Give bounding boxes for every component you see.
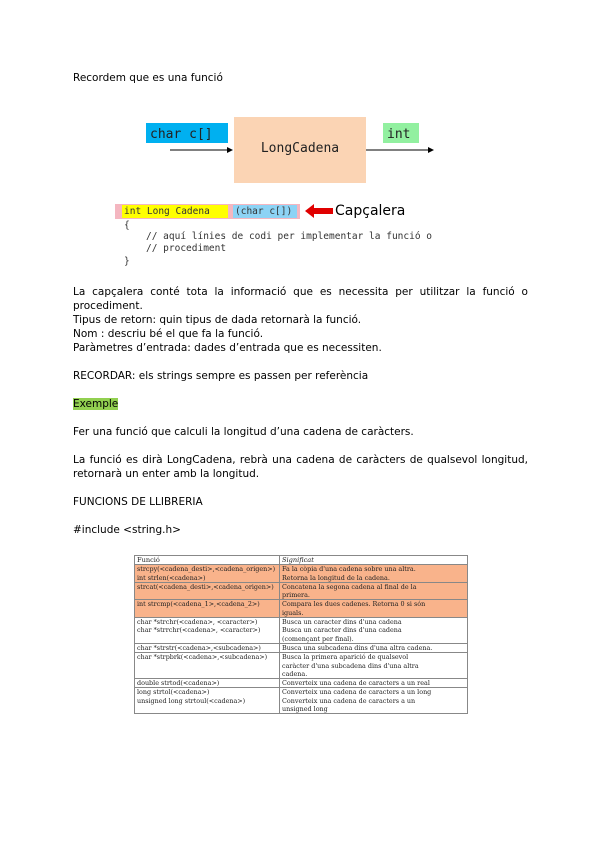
table-row [135, 688, 468, 714]
library-functions-table [134, 555, 468, 714]
function-signature: int strcmp(<cadena_1>,<cadena_2>) [137, 600, 260, 609]
function-cell [135, 600, 280, 618]
function-signature: char *strrchr(<cadena>, <caracter>) [137, 626, 261, 635]
function-cell [135, 653, 280, 679]
function-description: Retorna la longitud de la cadena. [282, 573, 390, 582]
function-description: Converteix una cadena de caracters a un long [282, 688, 432, 697]
function-signature: double strtod(<cadena>) [137, 679, 220, 688]
function-description: cadena. [282, 669, 308, 678]
function-description: Converteix una cadena de caracters a un [282, 696, 416, 705]
function-cell [135, 688, 280, 714]
paragraph-longcadena-2: retornarà un enter amb la longitud. [73, 468, 260, 480]
header-params: (char c[]) [235, 206, 293, 217]
table-row [135, 565, 468, 583]
meaning-cell [280, 653, 468, 679]
paragraph-task: Fer una funció que calculi la longitud d’una cadena de caràcters. [73, 426, 414, 438]
table-row [135, 643, 468, 652]
red-arrow-icon [305, 203, 335, 219]
function-signature: char *strstr(<cadena>,<subcadena>) [137, 643, 261, 652]
function-signature: strcat(<cadena_desti>,<cadena_origen>) [137, 582, 274, 591]
function-description: caràcter d'una subcadena dins d'una altra [282, 661, 419, 670]
function-signature: char *strchr(<cadena>, <caracter>) [137, 618, 258, 627]
meaning-cell [280, 679, 468, 688]
function-description: Fa la còpia d'una cadena sobre una altra. [282, 565, 416, 574]
function-description: iguals. [282, 608, 304, 617]
recordar-note: RECORDAR: els strings sempre es passen per referència [73, 370, 369, 382]
function-label: LongCadena [260, 141, 340, 156]
code-comment-2: // procediment [146, 243, 227, 254]
function-cell [135, 582, 280, 600]
intro-text: Recordem que es una funció [73, 72, 223, 84]
function-description: Converteix una cadena de caracters a un real [282, 679, 430, 688]
meaning-cell [280, 565, 468, 583]
function-signature: long strtol(<cadena>) [137, 688, 210, 697]
table-header-meaning: Significat [280, 556, 468, 565]
library-functions-heading: FUNCIONS DE LLIBRERIA [73, 496, 203, 508]
meaning-cell [280, 618, 468, 644]
table-row [135, 600, 468, 618]
function-description: (començant per final). [282, 634, 354, 643]
include-directive: #include <string.h> [73, 524, 181, 536]
function-description: Busca una subcadena dins d'una altra cadena. [282, 643, 433, 652]
paragraph-header-info: La capçalera conté tota la informació que es necessita per utilitzar la funció o procediment. [73, 286, 528, 312]
function-signature: int strlen(<cadena>) [137, 573, 206, 582]
return-type-and-name: int Long Cadena [124, 206, 210, 217]
diagram-arrows [0, 0, 600, 200]
meaning-cell [280, 688, 468, 714]
example-heading [73, 397, 528, 411]
meaning-cell [280, 600, 468, 618]
paragraph-params: Paràmetres d’entrada: dades d’entrada que es necessiten. [73, 342, 382, 354]
function-signature: char *strpbrk(<cadena>,<subcadena>) [137, 653, 268, 662]
code-comment-1: // aquí línies de codi per implementar la funció o [146, 231, 432, 242]
table-row [135, 618, 468, 644]
meaning-cell [280, 643, 468, 652]
paragraph-longcadena-1: La funció es dirà LongCadena, rebrà una cadena de caràcters de qualsevol longitud, [73, 454, 528, 466]
header-callout: Capçalera [335, 203, 406, 219]
output-type-label: int [387, 127, 411, 142]
function-cell [135, 643, 280, 652]
table-header-function: Funció [135, 556, 280, 565]
function-signature: unsigned long strtoul(<cadena>) [137, 696, 246, 705]
close-brace: } [124, 256, 130, 267]
input-param-label: char c[] [150, 127, 213, 142]
function-description: Busca un caracter dins d'una cadena [282, 618, 402, 627]
paragraph-name: Nom : descriu bé el que fa la funció. [73, 328, 264, 340]
table-header-row [135, 556, 468, 565]
function-description: Concatena la segona cadena al final de la [282, 582, 417, 591]
function-description: primera. [282, 591, 310, 600]
table-row [135, 653, 468, 679]
table-row [135, 582, 468, 600]
function-cell [135, 565, 280, 583]
meaning-cell [280, 582, 468, 600]
function-cell [135, 679, 280, 688]
function-cell [135, 618, 280, 644]
example-label: Exemple [73, 398, 119, 410]
table-row [135, 679, 468, 688]
function-signature: strcpy(<cadena_desti>,<cadena_origen>) [137, 565, 276, 574]
open-brace: { [124, 220, 130, 231]
function-description: Busca la primera aparició de qualsevol [282, 653, 409, 662]
function-description: unsigned long [282, 705, 328, 714]
function-description: Busca un caracter dins d'una cadena [282, 626, 402, 635]
function-description: Compara les dues cadenes. Retorna 0 si són [282, 600, 426, 609]
paragraph-return-type: Tipus de retorn: quin tipus de dada retornarà la funció. [73, 314, 362, 326]
